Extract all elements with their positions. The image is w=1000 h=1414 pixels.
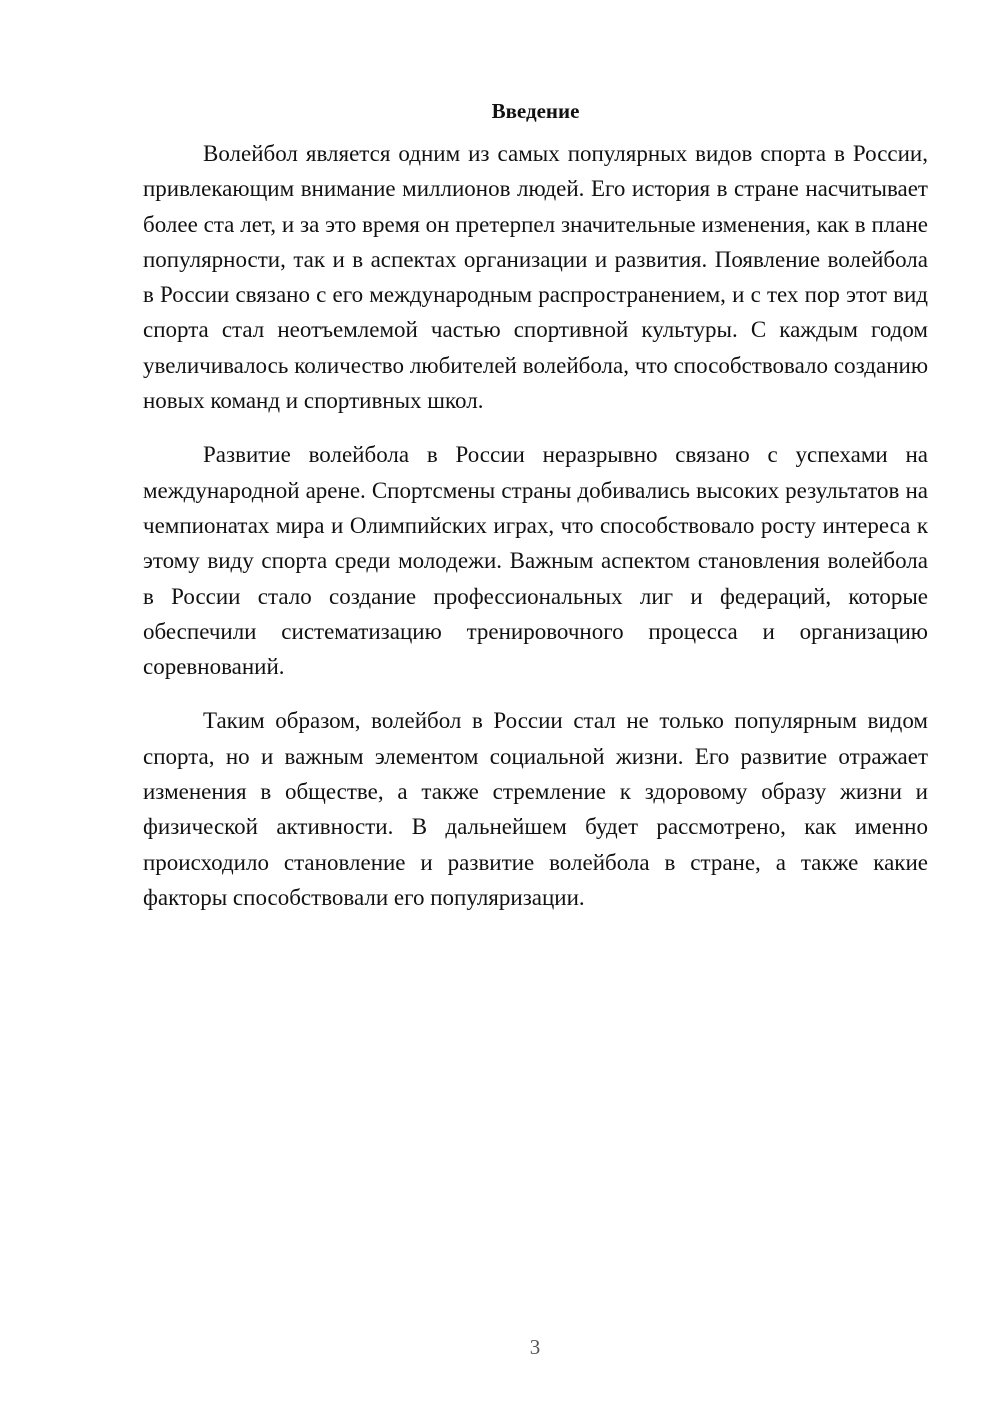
paragraph-3: Таким образом, волейбол в России стал не только популярным видом спорта, но и важным элементом социальной жизни. Его развитие отражает изменения в обществе, а также стремление к здоровому образу жизни и физической активности. В дальнейшем будет рассмотрено, как именно происходило становление и развитие волейбола в стране, а также какие факторы способствовали его популяризации. — [143, 708, 928, 910]
paragraph-1: Волейбол является одним из самых популярных видов спорта в России, привлекающим внимание миллионов людей. Его история в стране насчитывает более ста лет, и за это время он претерпел значительные изменения, как в плане популярности, так и в аспектах организации и развития. Появление волейбола в России связано с его международным распространением, и с тех пор этот вид спорта стал неотъемлемой частью спортивной культуры. С каждым годом увеличивалось количество любителей волейбола, что способствовало созданию новых команд и спортивных школ. — [143, 141, 928, 414]
section-title: Введение — [491, 99, 580, 123]
page-number: 3 — [529, 1335, 541, 1359]
paragraph-2: Развитие волейбола в России неразрывно связано с успехами на международной арене. Спортсмены страны добивались высоких результатов на чемпионатах мира и Олимпийских играх, что способствовало росту интереса к этому виду спорта среди молодежи. Важным аспектом становления волейбола в России стало создание профессиональных лиг и федераций, которые обеспечили систематизацию тренировочного процесса и организацию соревнований. — [143, 442, 928, 680]
page-content — [143, 97, 928, 934]
